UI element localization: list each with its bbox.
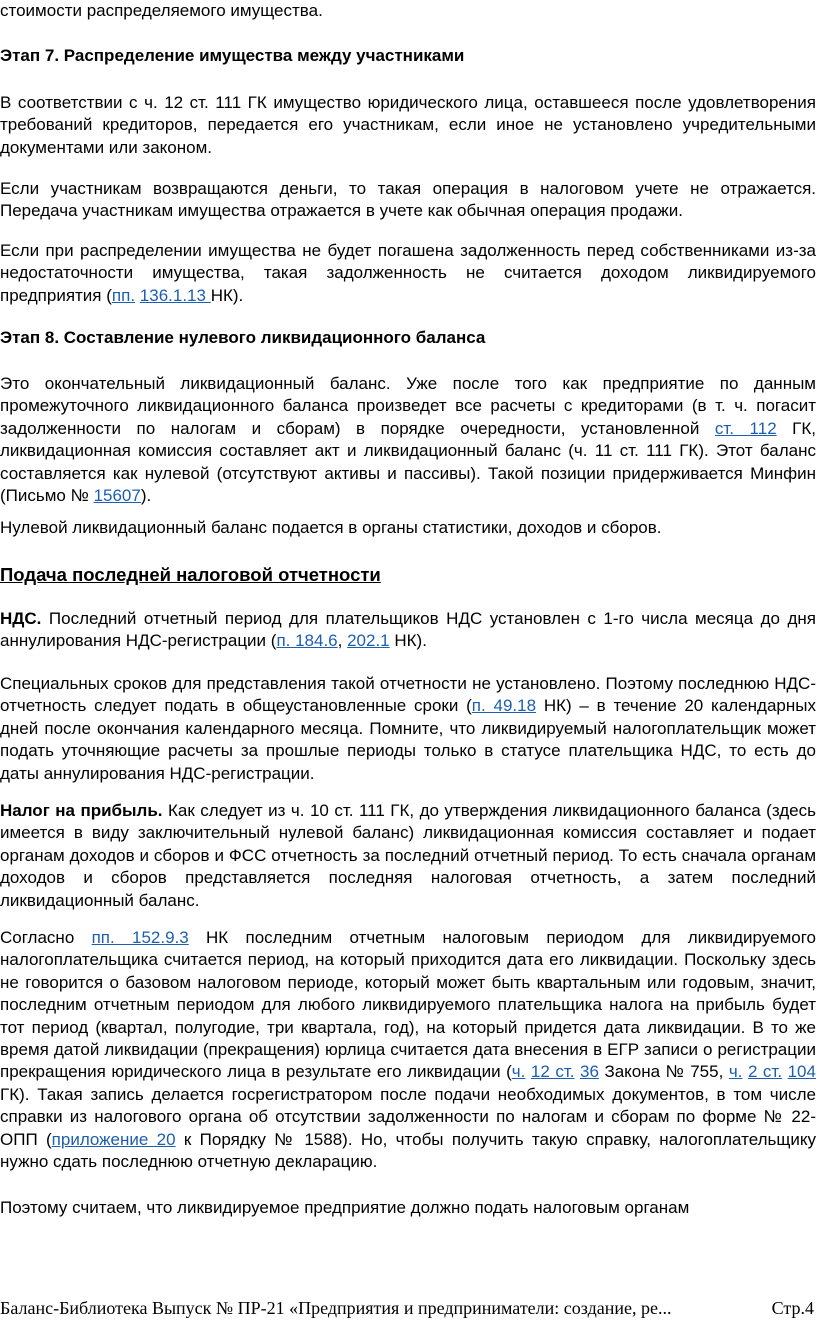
text: Последний отчетный период для плательщиков НДС установлен с 1-го числа месяца до дня аннулирования НДС-регистрации ( [0,609,816,651]
text: Специальных сроков для представления такой отчетности не установлено. Поэтому последнюю НДС-отчетность следует подать в общеустановленные сроки ( [0,674,816,716]
text: к Порядку № 1588). Но, чтобы получить такую справку, налогоплательщику нужно сдать последнюю отчетную декларацию. [0,1129,816,1172]
link-202-1[interactable]: 202.1 [347,631,390,651]
link-ch[interactable]: ч. [511,1062,526,1082]
paragraph-intro: стоимости распределяемого имущества. [0,1,323,20]
text: НК). [210,285,244,305]
paragraph-stage7-body: В соответствии с ч. 12 ст. 111 ГК имущество юридического лица, оставшееся после удовлетворения требований кредиторов, передается его участникам, если иное не установлено учредительными документами или законом. [0,93,816,157]
text: Закона № 755, [598,1062,729,1082]
text: Согласно [0,928,92,947]
text: , [337,631,348,651]
link-pp[interactable]: пп. [111,285,136,305]
paragraph-special-terms [0,673,816,785]
link-letter-15607[interactable]: 15607 [93,486,141,506]
section-heading: Подача последней налоговой отчетности [0,564,381,585]
paragraph-vat [0,608,816,653]
text: Как следует из ч. 10 ст. 111 ГК, до утверждения ликвидационного баланса (здесь имеется в виду заключительный нулевой баланс) ликвидационная комиссия составляет и подает органам доходов и сборов и ФСС отчетность за последний отчетный период. То есть сначала органам доходов и сборов представляется последняя налоговая отчетность, а затем последний ликвидационный баланс. [0,801,816,910]
page-number: Стр.4 [771,1298,814,1318]
paragraph-last-period [0,927,816,1173]
paragraph-conclusion: Поэтому считаем, что ликвидируемое предприятие должно подать налоговым органам [0,1198,690,1217]
bold-label: НДС. [0,609,42,628]
link-49-18[interactable]: п. 49.18 [471,696,537,716]
link-ch-2[interactable]: ч. [728,1062,743,1082]
link-12-st[interactable]: 12 ст. [530,1062,575,1082]
text: НК последним отчетным налоговым периодом для ликвидируемого налогоплательщика считается период, на который приходится дата его ликвидации. Поскольку здесь не говорится о базовом налоговом периоде, который может быть квартальным или годовым, значит, последним отчетным периодом для любого ликвидируемого плательщика налога на прибыль будет тот период (квартал, полугодие, три квартала, год), на который придется дата ликвидации. В то же время датой ликвидации (прекращения) юрлица считается дата внесения в ЕГР записи о регистрации прекращения юридического лица в результате его ликвидации ( [0,928,816,1082]
link-appendix-20[interactable]: приложение 20 [51,1129,176,1149]
link-184-6[interactable]: п. 184.6 [276,631,338,651]
link-st-112[interactable]: ст. 112 [714,418,777,438]
text: ГК). Такая запись делается госрегистратором после подачи необходимых документов, в том числе справки из налогового органа об отсутствии задолженности по налогам и сборам по форме № 22-ОПП ( [0,1084,816,1149]
link-2-st[interactable]: 2 ст. [747,1062,783,1082]
paragraph-zero-balance: Нулевой ликвидационный баланс подается в органы статистики, доходов и сборов. [0,518,662,537]
paragraph-profit-tax [0,800,816,912]
stage-8-heading: Этап 8. Составление нулевого ликвидационного баланса [0,328,486,347]
link-104[interactable]: 104 [787,1062,816,1082]
text: Это окончательный ликвидационный баланс. Уже после того как предприятие по данным промежуточного ликвидационного баланса произведет все расчеты с кредиторами (в т. ч. погасит задолженности по налогам и сборам) в порядке очередности, установленной [0,374,816,438]
text: Если при распределении имущества не будет погашена задолженность перед собственниками из-за недостаточности имущества, такая задолженность не считается доходом ликвидируемого предприятия ( [0,241,816,305]
paragraph-money-return: Если участникам возвращаются деньги, то такая операция в налоговом учете не отражается. Передача участникам имущества отражается в учете как обычная операция продажи. [0,179,816,221]
paragraph-debt-owners [0,240,816,307]
text: ГК, ликвидационная комиссия составляет акт и ликвидационный баланс (ч. 11 ст. 111 ГК). Этот баланс составляется как нулевой (отсутствуют активы и пассивы). Такой позиции придерживается Минфин (Письмо № [0,418,816,506]
text: НК). [389,631,427,651]
page-footer [0,1296,816,1320]
link-36[interactable]: 36 [580,1062,599,1082]
text: НК) – в течение 20 календарных дней после окончания календарного месяца. Помните, что ликвидируемый налогоплательщик может подать уточняющие расчеты за прошлые периоды только в статусе плательщика НДС, то есть до даты аннулирования НДС-регистрации. [0,696,816,783]
bold-label: Налог на прибыль. [0,801,163,820]
link-136-1-13[interactable]: 136.1.13 [139,285,211,305]
stage-7-heading: Этап 7. Распределение имущества между участниками [0,46,465,65]
footer-text: Баланс-Библиотека Выпуск № ПР-21 «Предприятия и предприниматели: создание, ре... [0,1298,672,1318]
text: ). [140,486,152,506]
paragraph-final-balance [0,373,816,507]
link-152-9-3[interactable]: пп. 152.9.3 [91,928,189,947]
